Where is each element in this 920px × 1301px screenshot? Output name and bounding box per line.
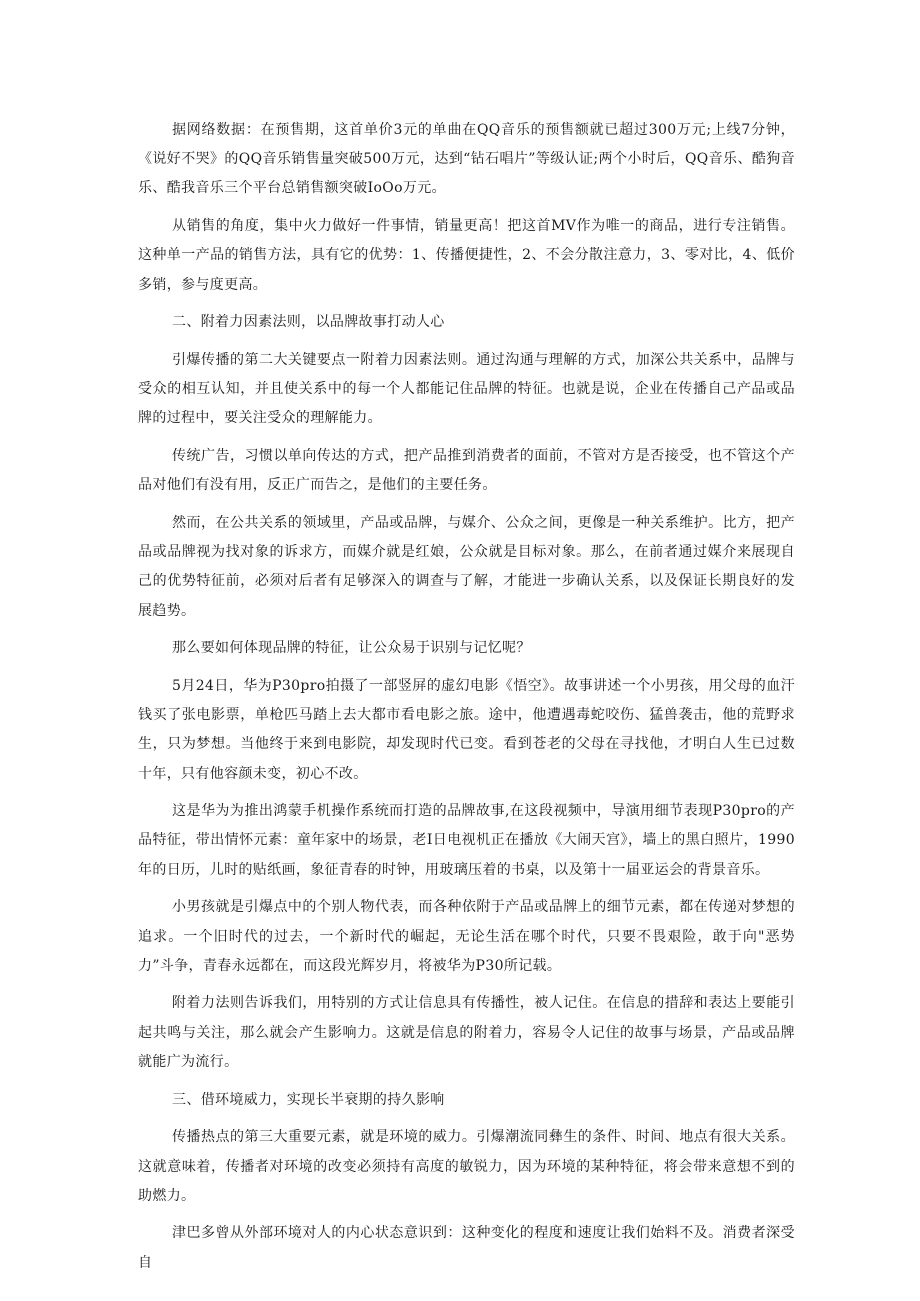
paragraph-brand-story: 这是华为为推出鸿蒙手机操作系统而打造的品牌故事,在这段视频中，导演用细节表现P30pro的产品特征，带出情怀元素：童年家中的场景，老I日电视机正在播放《大闹天宫》，墙上的黑白照片，1990年的日历，儿时的贴纸画，象征青春的时钟，用玻璃压着的书桌，以及第十一届亚运会的背景音乐。 [138, 803, 795, 878]
section-heading-2: 二、附着力因素法则，以品牌故事打动人心 [172, 314, 445, 331]
paragraph-huawei-film: 5月24日，华为P30pro拍摄了一部竖屏的虚幻电影《悟空》。故事讲述一个小男孩，用父母的血汗钱买了张电影票，单枪匹马踏上去大都市看电影之旅。途中，他遭遇毒蛇咬伤、猛兽袭击，他的荒野求生，只为梦想。当他终于来到电影院，却发现时代已变。看到苍老的父母在寻找他，才明白人生已过数十年，只有他容颜未变，初心不改。 [138, 677, 795, 782]
document-page [138, 116, 795, 1278]
paragraph-zimbardo: 津巴多曾从外部环境对人的内心状态意识到：这种变化的程度和速度让我们始料不及。消费者深受自 [138, 1225, 795, 1271]
paragraph-public-relations: 然而，在公共关系的领域里，产品或品牌，与媒介、公众之间，更像是一种关系维护。比方，把产品或品牌视为找对象的诉求方，而媒介就是红娘，公众就是目标对象。那么，在前者通过媒介来展现自己的优势特征前，必须对后者有足够深入的调查与了解，才能进一步确认关系，以及保证长期良好的发展趋势。 [138, 514, 795, 619]
paragraph-sales-angle: 从销售的角度，集中火力做好一件事情，销量更高！把这首MV作为唯一的商品，进行专注销售。这种单一产品的销售方法，具有它的优势：1、传播便捷性，2、不会分散注意力，3、零对比，4、低价多销，参与度更高。 [138, 218, 795, 293]
paragraph-little-boy: 小男孩就是引爆点中的个别人物代表，而各种依附于产品或品牌上的细节元素，都在传递对梦想的追求。一个旧时代的过去，一个新时代的崛起，无论生活在哪个时代，只要不畏艰险，敢于向"恶势力”斗争，青春永远都在，而这段光辉岁月，将被华为P30所记载。 [138, 899, 795, 974]
paragraph-stickiness-rule: 附着力法则告诉我们，用特别的方式让信息具有传播性，被人记住。在信息的措辞和表达上要能引起共鸣与关注，那么就会产生影响力。这就是信息的附着力，容易令人记住的故事与场景，产品或品牌就能广为流行。 [138, 995, 795, 1070]
section-heading-3: 三、借环境威力，实现长半衰期的持久影响 [172, 1091, 445, 1108]
paragraph-sales-data: 据网络数据：在预售期，这首单价3元的单曲在QQ音乐的预售额就已超过300万元;上线7分钟，《说好不哭》的QQ音乐销售量突破500万元，达到“钻石唱片”等级认证;两个小时后，QQ音乐、酷狗音乐、酷我音乐三个平台总销售额突破IoOo万元。 [138, 122, 795, 197]
paragraph-environment-power: 传播热点的第三大重要元素，就是环境的威力。引爆潮流同彝生的条件、时间、地点有很大关系。这就意味着，传播者对环境的改变必须持有高度的敏锐力，因为环境的某种特征，将会带来意想不到的助燃力。 [138, 1129, 795, 1204]
paragraph-traditional-ads: 传统广告，习惯以单向传达的方式，把产品推到消费者的面前，不管对方是否接受，也不管这个产品对他们有没有用，反正广而告之，是他们的主要任务。 [138, 448, 795, 494]
paragraph-question: 那么要如何体现品牌的特征，让公众易于识别与记忆呢？ [172, 640, 531, 657]
paragraph-stickiness-intro: 引爆传播的第二大关键要点一附着力因素法则。通过沟通与理解的方式，加深公共关系中，品牌与受众的相互认知，并且使关系中的每一个人都能记住品牌的特征。也就是说，企业在传播自己产品或品牌的过程中，要关注受众的理解能力。 [138, 351, 795, 427]
